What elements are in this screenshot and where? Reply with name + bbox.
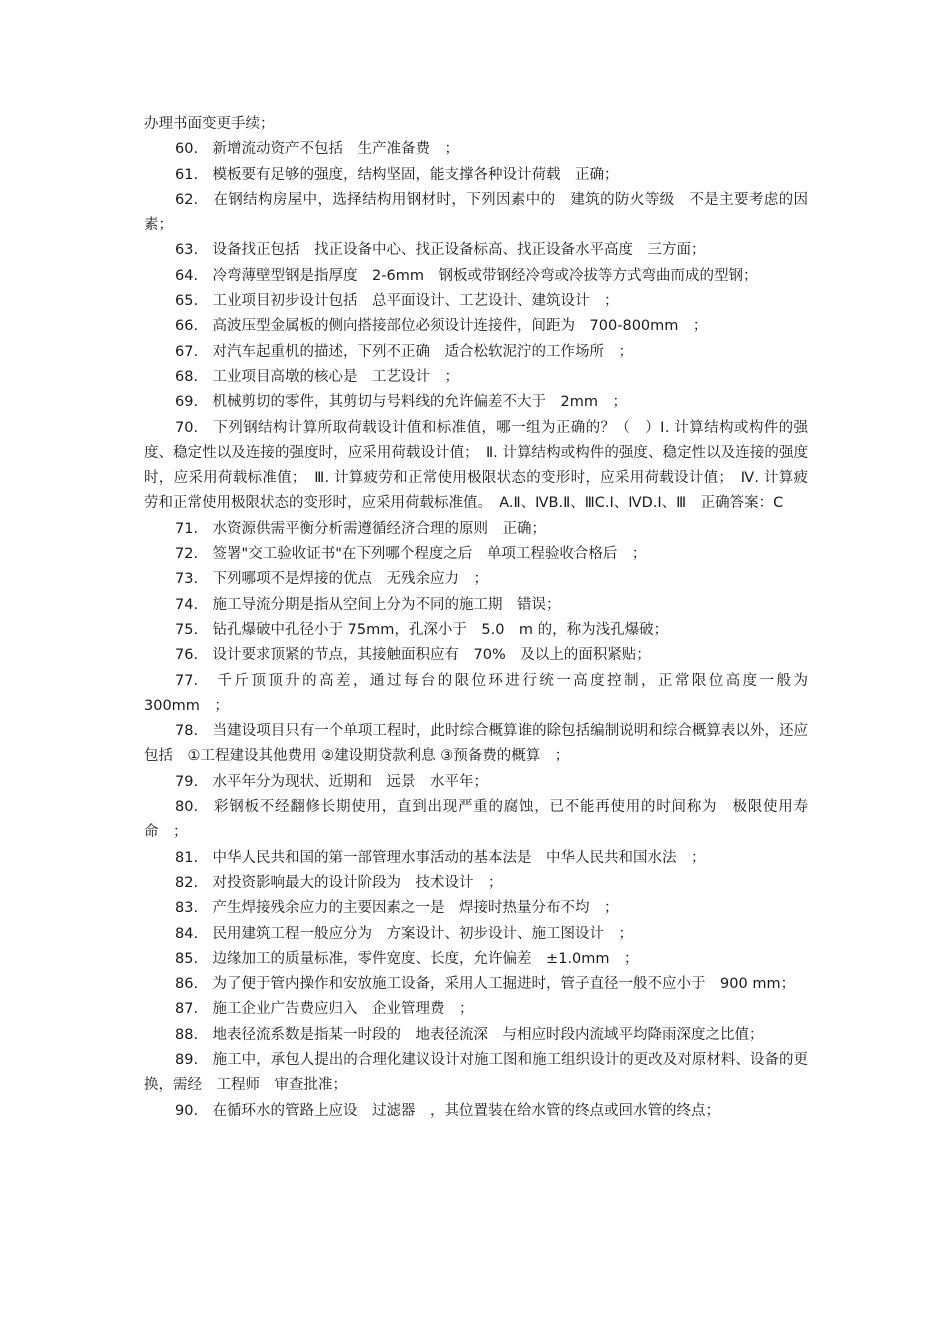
question-text: 施工导流分期是指从空间上分为不同的施工期 错误； [198, 596, 561, 613]
question-text: 高波压型金属板的侧向搭接部位必须设计连接件，间距为 700-800mm ； [198, 318, 708, 335]
question-text: 机械剪切的零件，其剪切与号料线的允许偏差不大于 2mm ； [198, 394, 628, 411]
question-number: 68. [175, 368, 199, 385]
question-text: 签署"交工验收证书"在下列哪个程度之后 单项工程验收合格后 ； [198, 546, 647, 563]
question-text: 施工中，承包人提出的合理化建议设计对施工图和施工组织设计的更改及对原材料、设备的更换，需经 工程师 审查批准； [144, 1051, 808, 1094]
question-text: 下列哪项不是焊接的优点 无残余应力 ； [198, 571, 489, 588]
question-text: 模板要有足够的强度，结构坚固，能支撑各种设计荷载 正确； [198, 166, 619, 183]
question-number: 72. [175, 546, 199, 563]
question-item [144, 137, 808, 162]
question-number: 81. [175, 849, 199, 866]
question-number: 61. [175, 166, 199, 183]
question-item [144, 416, 808, 517]
question-item [144, 1048, 808, 1099]
question-text: 设计要求顶紧的节点，其接触面积应有 70% 及以上的面积紧贴； [198, 647, 651, 664]
question-number: 67. [175, 343, 199, 360]
question-number: 83. [175, 900, 199, 917]
question-number: 65. [175, 293, 199, 310]
question-text: 在钢结构房屋中，选择结构用钢材时，下列因素中的 建筑的防火等级 不是主要考虑的因素； [144, 191, 808, 234]
question-text: 彩钢板不经翻修长期使用，直到出现严重的腐蚀，已不能再使用的时间称为 极限使用寿命 ； [144, 799, 808, 841]
question-item [144, 517, 808, 542]
question-item [144, 314, 808, 339]
question-text: 水资源供需平衡分析需遵循经济合理的原则 正确； [198, 520, 547, 537]
question-item [144, 390, 808, 415]
question-text: 当建设项目只有一个单项工程时，此时综合概算谁的除包括编制说明和综合概算表以外，还应包括 ①工程建设其他费用 ②建设期贷款利息 ③预备费的概算 ； [144, 723, 808, 765]
question-item [144, 795, 808, 846]
question-number: 79. [175, 773, 199, 790]
question-number: 86. [175, 976, 199, 993]
question-item [144, 1099, 808, 1124]
question-number: 89. [175, 1051, 199, 1068]
question-item [144, 289, 808, 314]
question-item [144, 567, 808, 592]
question-number: 76. [175, 647, 199, 664]
question-text: 民用建筑工程一般应分为 方案设计、初步设计、施工图设计 ； [198, 925, 634, 942]
question-item [144, 542, 808, 567]
question-list [144, 137, 808, 1124]
question-item [144, 896, 808, 921]
question-item [144, 770, 808, 795]
question-item [144, 719, 808, 770]
question-item [144, 264, 808, 289]
question-number: 71. [175, 520, 199, 537]
question-text: 千斤顶顶升的高差，通过每台的限位环进行统一高度控制，正常限位高度一般为 300mm ； [144, 672, 808, 714]
question-number: 80. [175, 799, 199, 816]
question-item [144, 593, 808, 618]
question-number: 62. [175, 191, 199, 208]
question-item [144, 669, 808, 720]
question-number: 63. [175, 242, 199, 259]
question-number: 88. [175, 1026, 199, 1043]
question-text: 钻孔爆破中孔径小于 75mm，孔深小于 5.0 m 的，称为浅孔爆破； [198, 621, 669, 638]
question-number: 69. [175, 394, 199, 411]
lead-paragraph: 办理书面变更手续； [144, 116, 275, 132]
question-item [144, 922, 808, 947]
question-item [144, 188, 808, 239]
question-text: 产生焊接残余应力的主要因素之一是 焊接时热量分布不均 ； [198, 900, 619, 917]
question-item [144, 238, 808, 263]
question-item [144, 1023, 808, 1048]
question-number: 74. [175, 596, 199, 613]
question-text: 设备找正包括 找正设备中心、找正设备标高、找正设备水平高度 三方面； [198, 242, 706, 259]
question-text: 水平年分为现状、近期和 远景 水平年； [198, 773, 489, 790]
question-item [144, 972, 808, 997]
question-text: 对投资影响最大的设计阶段为 技术设计 ； [198, 874, 503, 891]
question-number: 66. [175, 318, 199, 335]
question-text: 边缘加工的质量标准，零件宽度、长度，允许偏差 ±1.0mm ； [198, 950, 639, 967]
question-text: 工业项目高墩的核心是 工艺设计 ； [198, 368, 460, 385]
question-item [144, 163, 808, 188]
question-number: 77. [175, 672, 199, 689]
question-text: 新增流动资产不包括 生产准备费 ； [198, 141, 460, 158]
question-item [144, 846, 808, 871]
question-item [144, 997, 808, 1022]
document-body [144, 112, 808, 1124]
question-number: 78. [175, 723, 199, 740]
question-item [144, 618, 808, 643]
question-item [144, 871, 808, 896]
question-text: 施工企业广告费应归入 企业管理费 ； [198, 1001, 474, 1018]
question-text: 地表径流系数是指某一时段的 地表径流深 与相应时段内流域平均降雨深度之比值； [198, 1026, 764, 1043]
question-text: 为了便于管内操作和安放施工设备，采用人工掘进时，管子直径一般不应小于 900 mm； [198, 976, 796, 993]
question-number: 75. [175, 621, 199, 638]
question-item [144, 947, 808, 972]
question-number: 73. [175, 571, 199, 588]
question-text: 冷弯薄壁型钢是指厚度 2-6mm 钢板或带钢经冷弯或冷拔等方式弯曲而成的型钢； [198, 267, 758, 284]
question-number: 70. [175, 419, 199, 436]
question-number: 87. [175, 1001, 199, 1018]
question-number: 64. [175, 267, 199, 284]
question-number: 84. [175, 925, 199, 942]
question-number: 82. [175, 874, 199, 891]
question-text: 在循环水的管路上应设 过滤器 ，其位置装在给水管的终点或回水管的终点； [198, 1102, 721, 1119]
question-number: 85. [175, 950, 199, 967]
question-text: 工业项目初步设计包括 总平面设计、工艺设计、建筑设计 ； [198, 293, 619, 310]
question-item [144, 643, 808, 668]
question-text: 下列钢结构计算所取荷载设计值和标准值，哪一组为正确的？（ ）Ⅰ. 计算结构或构件的强度、稳定性以及连接的强度时，应采用荷载设计值； Ⅱ. 计算结构或构件的强度、稳定性以及连接的强度时，应采用荷载标准值； Ⅲ. 计算疲劳和正常使用极限状态的变形时，应采用荷载设计值； Ⅳ. 计算疲劳和正常使用极限状态的变形时，应采用荷载标准值。 A.Ⅱ、ⅣB.Ⅱ、ⅢC.Ⅰ、ⅣD.Ⅰ、Ⅲ 正确答案：C [144, 419, 808, 512]
question-item [144, 365, 808, 390]
question-text: 中华人民共和国的第一部管理水事活动的基本法是 中华人民共和国水法 ； [198, 849, 706, 866]
question-text: 对汽车起重机的描述，下列不正确 适合松软泥泞的工作场所 ； [198, 343, 634, 360]
question-number: 90. [175, 1102, 199, 1119]
question-number: 60. [175, 141, 199, 158]
question-item [144, 340, 808, 365]
